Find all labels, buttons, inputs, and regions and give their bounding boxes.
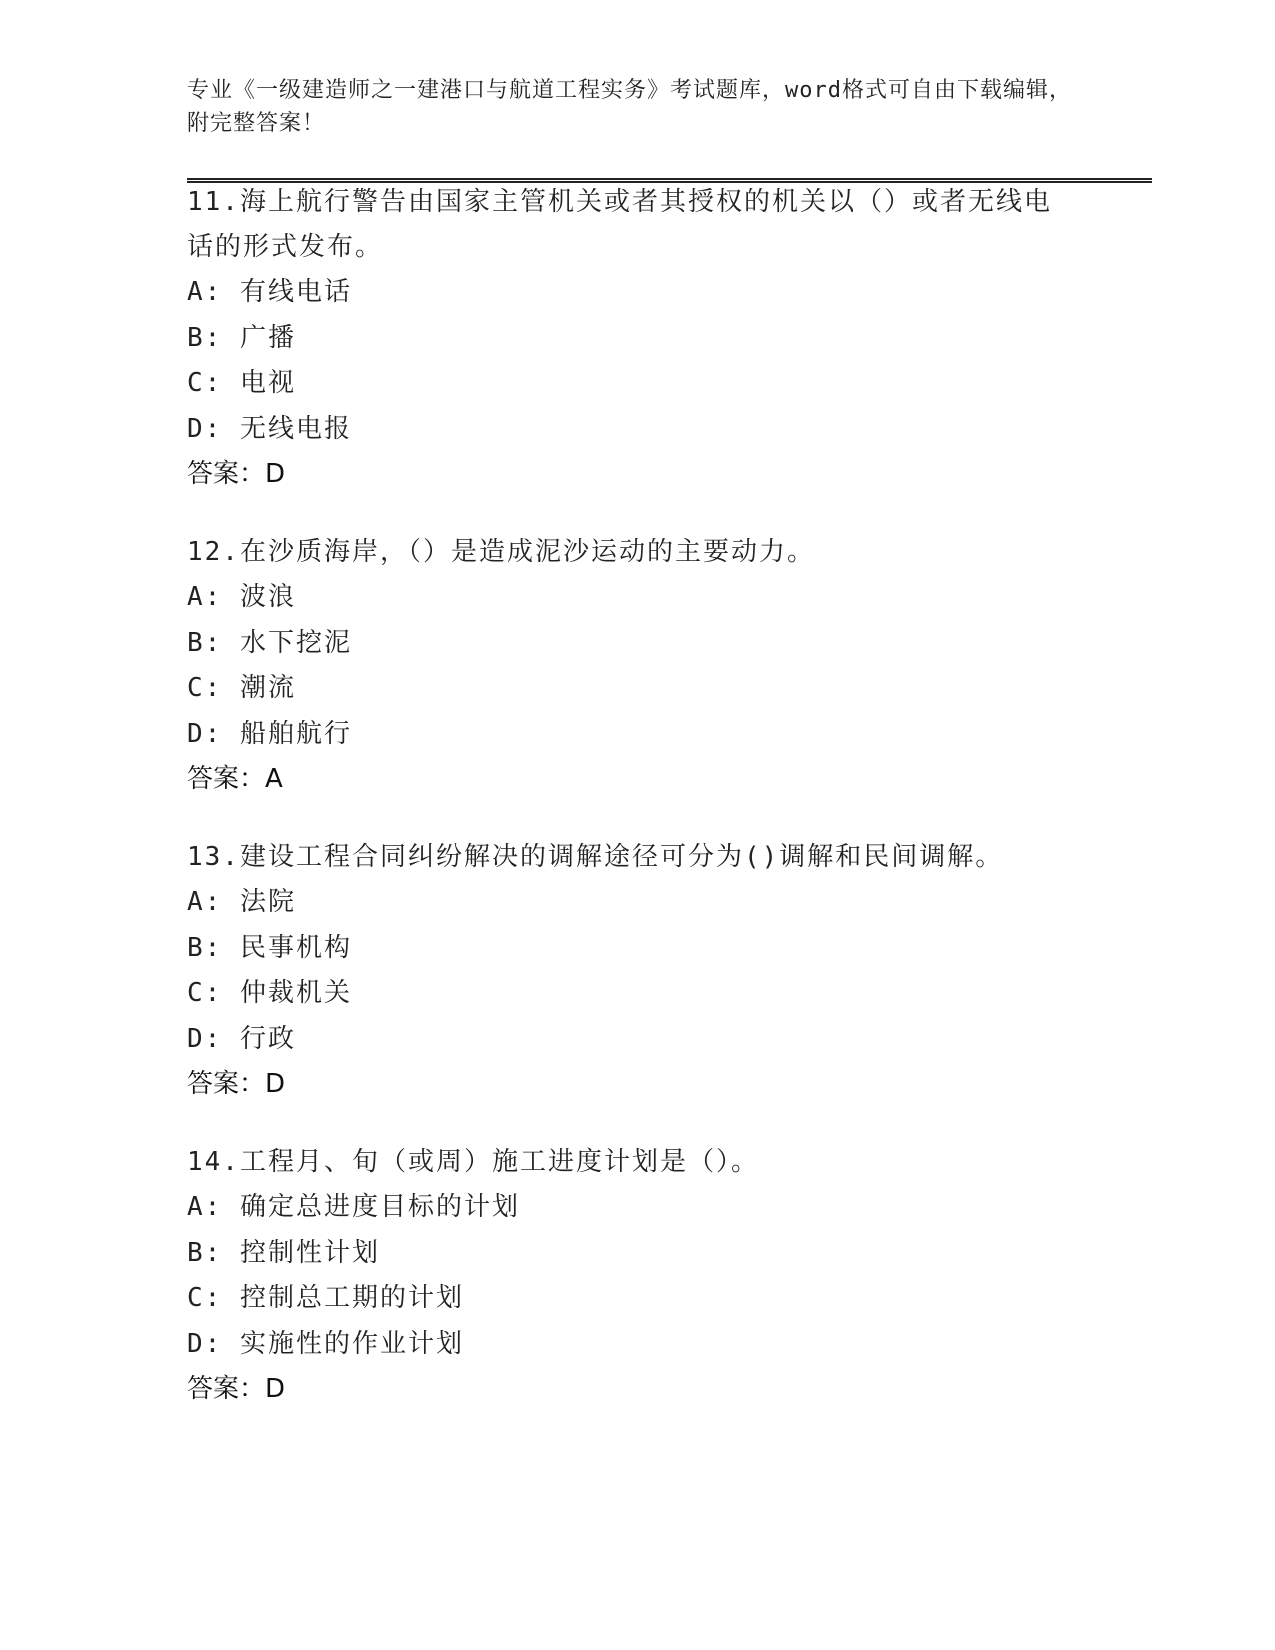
question-11 xyxy=(187,180,1087,497)
option-letter: C: xyxy=(187,1283,223,1313)
option-text: 电视 xyxy=(239,368,296,398)
option-b xyxy=(187,926,1087,972)
option-letter: A: xyxy=(187,887,223,917)
option-letter: B: xyxy=(187,1237,223,1268)
option-d xyxy=(187,1322,1087,1368)
option-text: 有线电话 xyxy=(239,277,352,307)
answer-line: 答案：D xyxy=(187,459,286,489)
option-text: 控制性计划 xyxy=(239,1237,380,1268)
header-note: 专业《一级建造师之一建港口与航道工程实务》考试题库，word格式可自由下载编辑，附完整答案！ xyxy=(187,78,1072,136)
option-text: 控制总工期的计划 xyxy=(239,1283,464,1313)
option-letter: D: xyxy=(187,413,223,444)
option-c xyxy=(187,361,1087,407)
answer-line: 答案：D xyxy=(187,1374,286,1404)
option-b xyxy=(187,1231,1087,1277)
option-letter: A: xyxy=(187,277,223,307)
question-14 xyxy=(187,1140,1087,1412)
option-a xyxy=(187,575,1087,621)
question-13 xyxy=(187,835,1087,1107)
option-text: 广播 xyxy=(239,322,296,353)
option-text: 仲裁机关 xyxy=(239,978,352,1008)
option-letter: C: xyxy=(187,978,223,1008)
option-text: 波浪 xyxy=(239,582,296,612)
option-letter: D: xyxy=(187,718,223,749)
option-text: 水下挖泥 xyxy=(239,627,352,658)
option-text: 无线电报 xyxy=(239,413,352,444)
option-text: 船舶航行 xyxy=(239,718,352,749)
option-letter: D: xyxy=(187,1328,223,1359)
option-text: 民事机构 xyxy=(239,932,352,963)
answer-line: 答案：A xyxy=(187,764,283,794)
option-letter: B: xyxy=(187,932,223,963)
option-letter: A: xyxy=(187,582,223,612)
option-d xyxy=(187,712,1087,758)
question-12 xyxy=(187,530,1087,802)
option-letter: C: xyxy=(187,368,223,398)
option-text: 法院 xyxy=(239,887,296,917)
question-stem: 14.工程月、旬（或周）施工进度计划是（）。 xyxy=(187,1147,759,1177)
option-text: 行政 xyxy=(239,1023,296,1054)
option-b xyxy=(187,316,1087,362)
option-letter: C: xyxy=(187,673,223,703)
question-stem: 11.海上航行警告由国家主管机关或者其授权的机关以（）或者无线电话的形式发布。 xyxy=(187,187,1052,262)
option-letter: D: xyxy=(187,1023,223,1054)
option-c xyxy=(187,1276,1087,1322)
document-page xyxy=(187,0,1152,1650)
option-a xyxy=(187,880,1087,926)
option-text: 实施性的作业计划 xyxy=(239,1328,464,1359)
option-letter: B: xyxy=(187,322,223,353)
option-d xyxy=(187,407,1087,453)
option-c xyxy=(187,971,1087,1017)
question-stem: 13.建设工程合同纠纷解决的调解途径可分为()调解和民间调解。 xyxy=(187,842,1004,872)
option-letter: B: xyxy=(187,627,223,658)
answer-line: 答案：D xyxy=(187,1069,286,1099)
option-text: 确定总进度目标的计划 xyxy=(239,1192,520,1222)
option-b xyxy=(187,621,1087,667)
option-a xyxy=(187,1185,1087,1231)
option-text: 潮流 xyxy=(239,673,296,703)
option-a xyxy=(187,270,1087,316)
option-letter: A: xyxy=(187,1192,223,1222)
option-c xyxy=(187,666,1087,712)
question-stem: 12.在沙质海岸，（）是造成泥沙运动的主要动力。 xyxy=(187,537,815,567)
option-d xyxy=(187,1017,1087,1063)
